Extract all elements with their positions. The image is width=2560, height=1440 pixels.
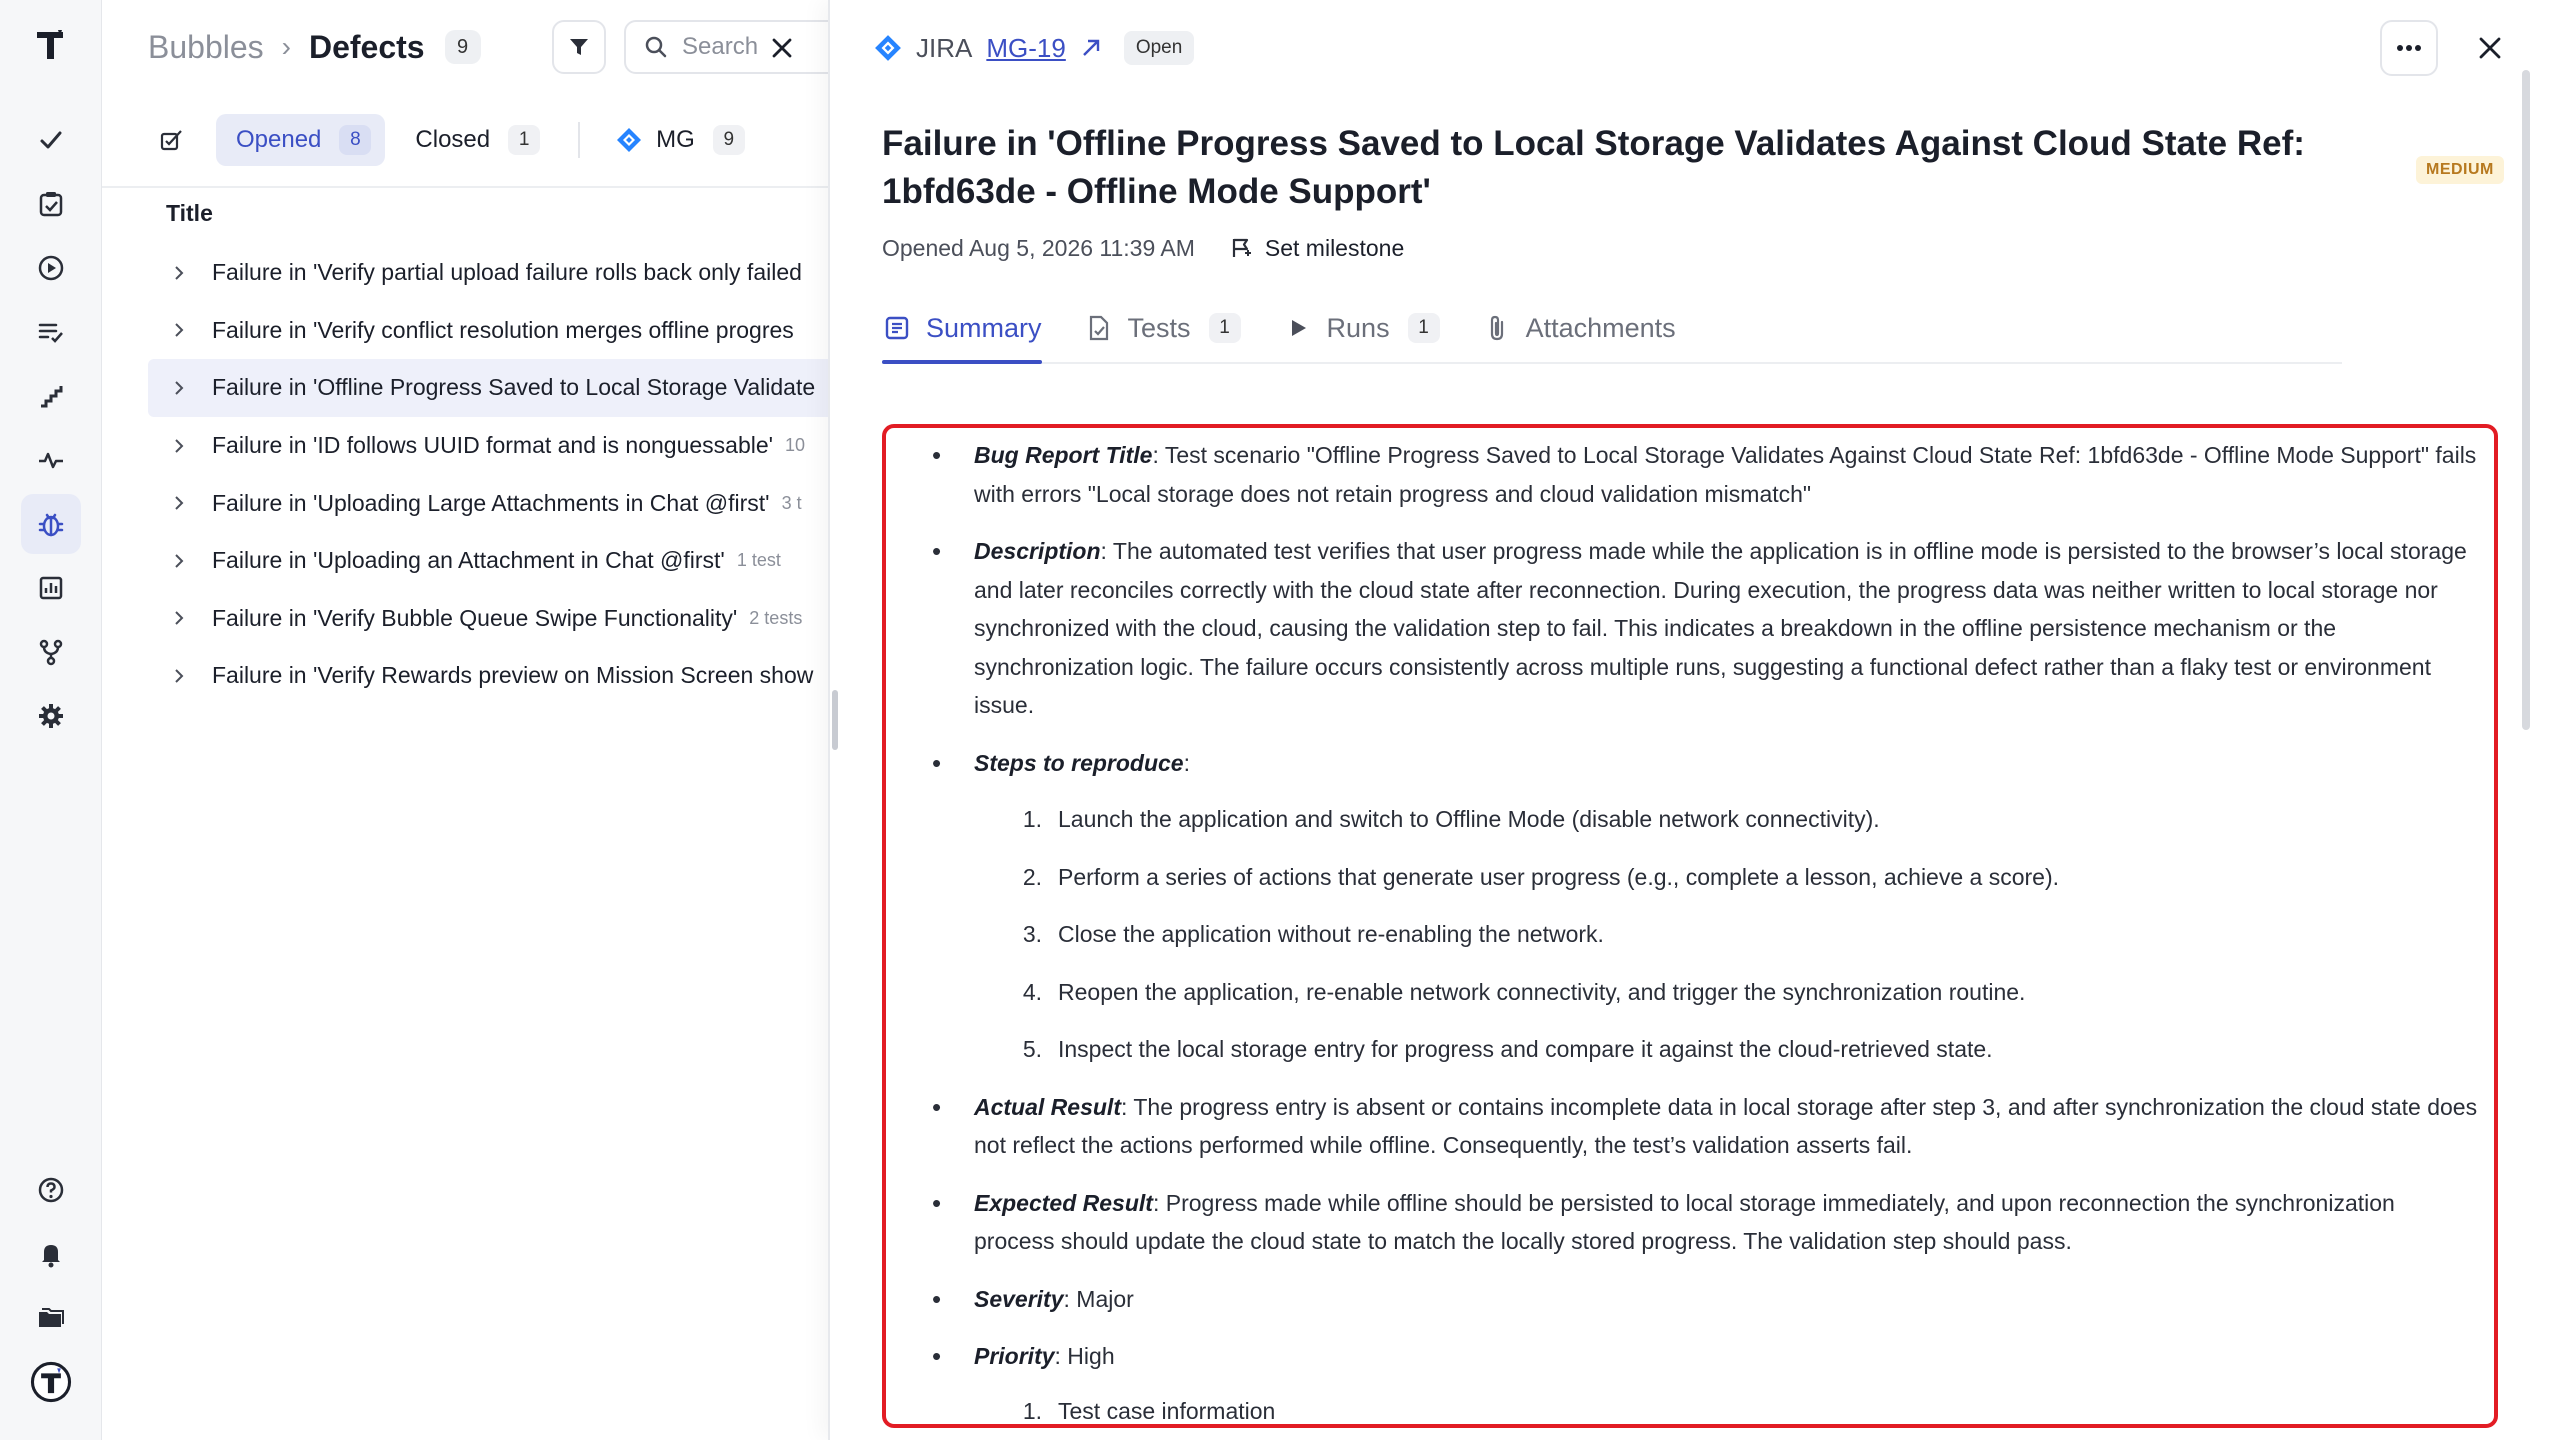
nav-check-icon[interactable] bbox=[21, 110, 81, 170]
nav-stairs-icon[interactable] bbox=[21, 366, 81, 426]
app-logo-icon[interactable] bbox=[30, 24, 72, 66]
bug-report-title-item bbox=[914, 436, 2478, 513]
priority-item bbox=[914, 1337, 2478, 1428]
clear-search-button[interactable] bbox=[762, 28, 802, 68]
expand-chevron-icon[interactable] bbox=[164, 373, 194, 403]
page-title: Defects bbox=[308, 28, 425, 65]
bug-title-label: Bug Report Title bbox=[974, 442, 1153, 468]
steps-item bbox=[914, 744, 2478, 1069]
row-meta: 2 tests bbox=[749, 607, 803, 628]
detail-tabs bbox=[882, 306, 1718, 350]
status-badge: Open bbox=[1124, 31, 1194, 65]
table-row[interactable] bbox=[148, 590, 828, 648]
actual-result-item bbox=[914, 1088, 2478, 1165]
paperclip-icon bbox=[1482, 313, 1512, 343]
close-icon bbox=[771, 37, 793, 59]
row-meta: 10 bbox=[785, 435, 806, 456]
row-title: Failure in 'ID follows UUID format and is nonguessable' bbox=[212, 432, 774, 459]
expand-chevron-icon[interactable] bbox=[164, 546, 194, 576]
step-text: Perform a series of actions that generate user progress (e.g., complete a lesson, achieve a score). bbox=[1058, 863, 2059, 890]
defects-list bbox=[148, 244, 828, 705]
external-link-icon[interactable] bbox=[1078, 35, 1104, 61]
nav-bell-icon[interactable] bbox=[21, 1224, 81, 1284]
steps-suffix: : bbox=[1183, 749, 1190, 776]
tab-closed-label: Closed bbox=[415, 126, 491, 153]
step-number: 4. bbox=[1022, 978, 1042, 1005]
step-item bbox=[974, 800, 2478, 839]
table-row-selected[interactable] bbox=[148, 359, 828, 417]
step-number: 3. bbox=[1022, 921, 1042, 947]
severity-item bbox=[914, 1280, 2478, 1319]
tab-summary[interactable] bbox=[882, 313, 1042, 344]
pane-resize-handle[interactable] bbox=[832, 690, 838, 750]
table-row[interactable] bbox=[148, 474, 828, 532]
tab-mg-project[interactable] bbox=[596, 114, 759, 166]
summary-content bbox=[882, 424, 2498, 1428]
expand-chevron-icon[interactable] bbox=[164, 258, 194, 288]
jira-icon bbox=[874, 34, 902, 62]
tab-mg-count: 9 bbox=[713, 125, 745, 155]
table-row[interactable] bbox=[148, 417, 828, 475]
defect-meta bbox=[882, 232, 1404, 264]
step-item bbox=[974, 915, 2478, 954]
tab-closed[interactable] bbox=[395, 114, 554, 166]
active-tab-indicator bbox=[882, 360, 1042, 364]
nav-branch-icon[interactable] bbox=[21, 622, 81, 682]
tabs-divider bbox=[578, 122, 580, 158]
tab-tests-count: 1 bbox=[1209, 313, 1241, 343]
app-avatar-icon[interactable] bbox=[21, 1352, 81, 1412]
step-item bbox=[974, 858, 2478, 897]
tab-attachments-label: Attachments bbox=[1525, 312, 1676, 343]
nav-bug-icon[interactable] bbox=[21, 494, 81, 554]
step-text: Reopen the application, re-enable network connectivity, and trigger the synchronization routine. bbox=[1058, 978, 2026, 1005]
set-milestone-label: Set milestone bbox=[1264, 234, 1405, 261]
table-row[interactable] bbox=[148, 532, 828, 590]
search-icon bbox=[644, 35, 668, 59]
step-item bbox=[974, 1030, 2478, 1069]
steps-label: Steps to reproduce bbox=[974, 749, 1184, 776]
severity-badge: MEDIUM bbox=[2416, 156, 2504, 184]
close-icon bbox=[2478, 36, 2502, 60]
filter-icon bbox=[568, 36, 590, 58]
tab-opened-label: Opened bbox=[236, 126, 322, 153]
row-meta: 1 test bbox=[736, 550, 781, 571]
defect-title: Failure in 'Offline Progress Saved to Local Storage Validates Against Cloud State Ref: 1bfd63de - Offline Mode Support' bbox=[882, 124, 2305, 211]
tab-opened-count: 8 bbox=[339, 125, 371, 155]
row-title: Failure in 'Uploading an Attachment in Chat @first' bbox=[212, 547, 725, 574]
filter-button[interactable] bbox=[552, 20, 606, 74]
expected-result-text: : Progress made while offline should be persisted to local storage immediately, and upon reconnection the synchronization process should update the cloud state to match the locally stored progress. The validation step should pass. bbox=[974, 1189, 2395, 1254]
row-title: Failure in 'Uploading Large Attachments in Chat @first' bbox=[212, 489, 770, 516]
description-item bbox=[914, 532, 2478, 725]
priority-label: Priority bbox=[974, 1343, 1055, 1369]
bug-title-text: : Test scenario "Offline Progress Saved to Local Storage Validates Against Cloud State Ref: 1bfd63de - Offline Mode Support" fails with errors "Local storage does not retain progress and cloud validation mismatch" bbox=[974, 442, 2477, 507]
defect-status-tabs bbox=[152, 114, 769, 166]
ellipsis-icon bbox=[2396, 44, 2422, 52]
tab-attachments[interactable] bbox=[1482, 313, 1676, 344]
table-row[interactable] bbox=[148, 244, 828, 302]
breadcrumb bbox=[148, 24, 481, 70]
sub-step-item bbox=[974, 1392, 2478, 1429]
tests-file-icon bbox=[1084, 313, 1114, 343]
issue-link-bar bbox=[874, 26, 1194, 70]
select-all-icon[interactable] bbox=[152, 120, 192, 160]
tab-closed-count: 1 bbox=[508, 125, 540, 155]
priority-text: : High bbox=[1054, 1343, 1115, 1369]
nav-folders-icon[interactable] bbox=[21, 1288, 81, 1348]
detail-scrollbar[interactable] bbox=[2522, 70, 2530, 730]
expand-chevron-icon[interactable] bbox=[164, 315, 194, 345]
row-meta: 3 t bbox=[781, 492, 802, 513]
expected-result-label: Expected Result bbox=[974, 1189, 1153, 1216]
description-text: : The automated test verifies that user progress made while the application is in offline mode is persisted to the browser’s local storage and later reconciles correctly with the cloud state after reconnection. During execution, the progress data was neither written to local storage nor synchronized with the cloud, causing the validation step to fail. This indicates a breakdown in the offline persistence mechanism or the synchronization logic. The failure occurs consistently across multiple runs, suggesting a functional defect rather than a flaky test or environment issue. bbox=[974, 538, 2467, 718]
expand-chevron-icon[interactable] bbox=[164, 661, 194, 691]
nav-play-circle-icon[interactable] bbox=[21, 238, 81, 298]
row-title: Failure in 'Verify conflict resolution merges offline progres bbox=[212, 316, 794, 343]
issue-key-link[interactable]: MG-19 bbox=[986, 32, 1066, 63]
jira-icon bbox=[616, 127, 642, 153]
steps-list bbox=[974, 800, 2478, 1069]
step-number: 5. bbox=[1022, 1036, 1042, 1062]
step-number: 1. bbox=[1022, 1397, 1042, 1424]
breadcrumb-chevron-icon: › bbox=[281, 31, 291, 62]
tab-opened[interactable] bbox=[216, 114, 385, 166]
summary-doc-icon bbox=[882, 313, 912, 343]
tab-runs[interactable] bbox=[1283, 313, 1440, 344]
close-panel-button[interactable] bbox=[2468, 26, 2512, 70]
milestone-flag-icon bbox=[1229, 236, 1253, 260]
description-label: Description bbox=[974, 538, 1101, 564]
tab-runs-count: 1 bbox=[1408, 313, 1440, 343]
step-text: Close the application without re-enabling the network. bbox=[1058, 921, 1604, 947]
step-number: 1. bbox=[1022, 806, 1042, 832]
expand-chevron-icon[interactable] bbox=[164, 488, 194, 518]
step-text: Launch the application and switch to Offline Mode (disable network connectivity). bbox=[1058, 806, 1880, 832]
step-number: 2. bbox=[1022, 863, 1042, 890]
issue-source-label: JIRA bbox=[916, 32, 973, 63]
row-title: Failure in 'Verify Rewards preview on Mission Screen show bbox=[212, 662, 814, 689]
left-nav-rail bbox=[0, 0, 102, 1440]
tab-runs-label: Runs bbox=[1326, 312, 1390, 343]
opened-timestamp: Opened Aug 5, 2026 11:39 AM bbox=[882, 234, 1195, 261]
row-title: Failure in 'Verify partial upload failure rolls back only failed bbox=[212, 259, 802, 286]
breadcrumb-root[interactable]: Bubbles bbox=[148, 28, 264, 65]
more-options-button[interactable] bbox=[2380, 20, 2438, 76]
nav-bar-chart-icon[interactable] bbox=[21, 558, 81, 618]
list-header-divider bbox=[102, 186, 828, 188]
tab-tests-label: Tests bbox=[1127, 312, 1191, 343]
summary-list bbox=[914, 436, 2478, 1428]
expand-chevron-icon[interactable] bbox=[164, 431, 194, 461]
nav-pulse-icon[interactable] bbox=[21, 430, 81, 490]
step-text: Inspect the local storage entry for progress and compare it against the cloud-retrieved state. bbox=[1058, 1036, 1993, 1062]
row-title: Failure in 'Verify Bubble Queue Swipe Functionality' bbox=[212, 604, 738, 631]
expected-result-item bbox=[914, 1184, 2478, 1261]
step-item bbox=[974, 973, 2478, 1012]
step-text: Test case information bbox=[1058, 1397, 1276, 1424]
set-milestone-button[interactable] bbox=[1229, 235, 1404, 262]
actual-result-text: : The progress entry is absent or contains incomplete data in local storage after step 3, and after synchronization the cloud state does not reflect the actions performed while offline. Consequently, the test’s validation asserts fail. bbox=[974, 1093, 2478, 1158]
defect-count-badge: 9 bbox=[445, 30, 481, 64]
tabs-divider bbox=[882, 362, 2342, 364]
nav-clipboard-check-icon[interactable] bbox=[21, 174, 81, 234]
table-row[interactable] bbox=[148, 302, 828, 360]
severity-text: : Major bbox=[1063, 1285, 1134, 1312]
nav-checklist-icon[interactable] bbox=[21, 302, 81, 362]
column-header-title[interactable]: Title bbox=[166, 200, 213, 226]
tab-tests[interactable] bbox=[1084, 313, 1241, 344]
nav-help-icon[interactable] bbox=[21, 1160, 81, 1220]
expand-chevron-icon[interactable] bbox=[164, 603, 194, 633]
tab-summary-label: Summary bbox=[926, 312, 1042, 343]
tab-mg-label: MG bbox=[656, 126, 695, 153]
play-icon bbox=[1283, 313, 1313, 343]
row-title: Failure in 'Offline Progress Saved to Local Storage Validate bbox=[212, 374, 816, 401]
severity-label: Severity bbox=[974, 1285, 1064, 1312]
table-row[interactable] bbox=[148, 647, 828, 705]
defects-list-pane bbox=[102, 0, 828, 1440]
defect-detail-panel bbox=[828, 0, 2560, 1440]
nav-gear-icon[interactable] bbox=[21, 686, 81, 746]
actual-result-label: Actual Result bbox=[974, 1093, 1121, 1120]
